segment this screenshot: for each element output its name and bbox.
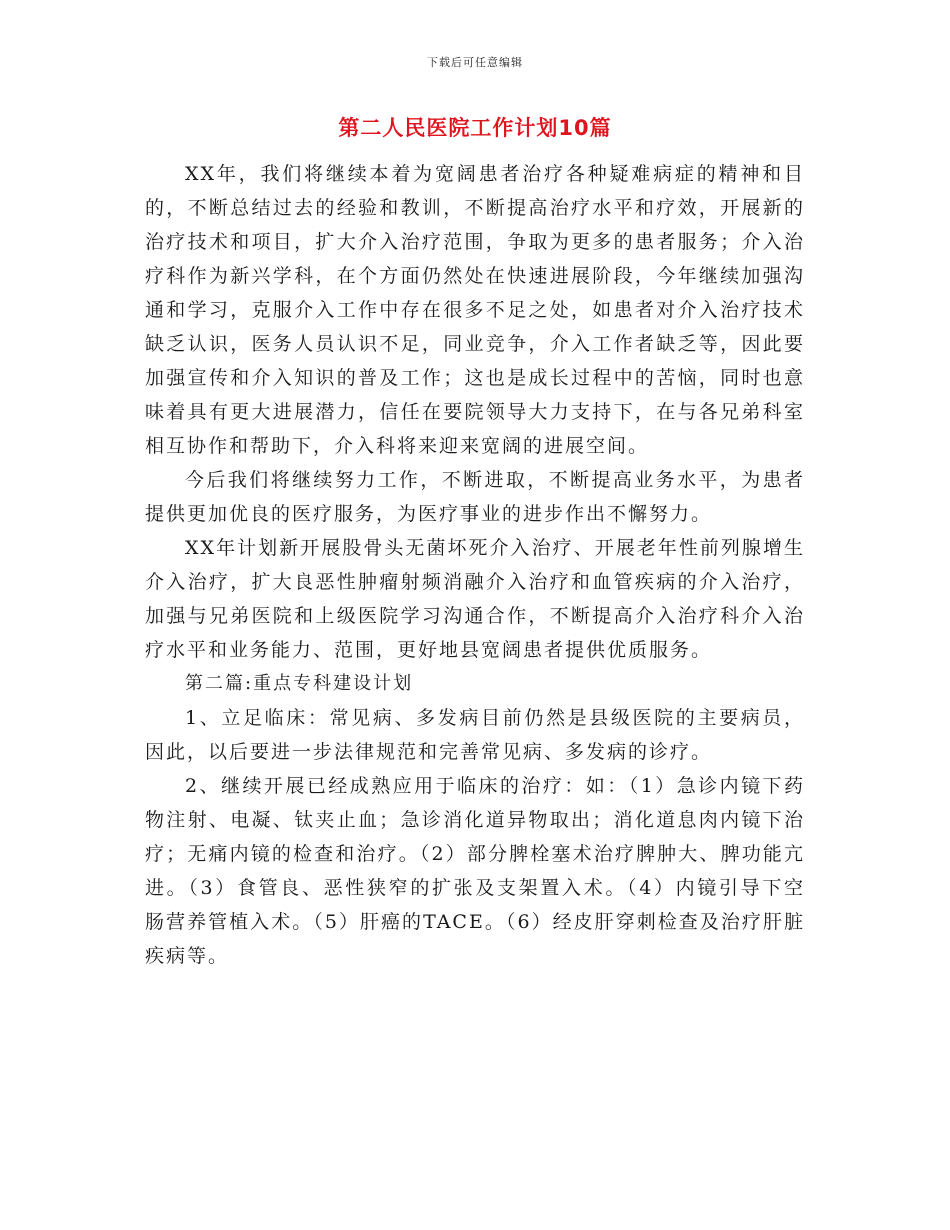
paragraph-1: XX年，我们将继续本着为宽阔患者治疗各种疑难病症的精神和目的，不断总结过去的经验和教训，不断提高治疗水平和疗效，开展新的治疗技术和项目，扩大介入治疗范围，争取为更多的患者服务；介入治疗科作为新兴学科，在个方面仍然处在快速进展阶段，今年继续加强沟通和学习，克服介入工作中存在很多不足之处，如患者对介入治疗技术缺乏认识，医务人员认识不足，同业竞争，介入工作者缺乏等，因此要加强宣传和介入知识的普及工作；这也是成长过程中的苦恼，同时也意味着具有更大进展潜力，信任在要院领导大力支持下，在与各兄弟科室相互协作和帮助下，介入科将来迎来宽阔的进展空间。 bbox=[145, 163, 805, 457]
paragraph-4: 1、立足临床：常见病、多发病目前仍然是县级医院的主要病员，因此，以后要进一步法律规范和完善常见病、多发病的诊疗。 bbox=[145, 707, 805, 763]
header-note: 下载后可任意编辑 bbox=[427, 56, 523, 69]
section-heading: 第二篇:重点专科建设计划 bbox=[185, 673, 414, 694]
document-title: 第二人民医院工作计划10篇 bbox=[338, 116, 612, 140]
paragraph-5: 2、继续开展已经成熟应用于临床的治疗：如：（1）急诊内镜下药物注射、电凝、钛夹止血；急诊消化道异物取出；消化道息肉内镜下治疗；无痛内镜的检查和治疗。（2）部分脾栓塞术治疗脾肿大、脾功能亢进。（3）食管良、恶性狭窄的扩张及支架置入术。（4）内镜引导下空肠营养管植入术。（5）肝癌的TACE。（6）经皮肝穿刺检查及治疗肝脏疾病等。 bbox=[145, 775, 805, 967]
document-body bbox=[145, 157, 805, 973]
paragraph-3: XX年计划新开展股骨头无菌坏死介入治疗、开展老年性前列腺增生介入治疗，扩大良恶性肿瘤射频消融介入治疗和血管疾病的介入治疗，加强与兄弟医院和上级医院学习沟通合作，不断提高介入治疗科介入治疗水平和业务能力、范围，更好地县宽阔患者提供优质服务。 bbox=[145, 537, 805, 661]
paragraph-2: 今后我们将继续努力工作，不断进取，不断提高业务水平，为患者提供更加优良的医疗服务，为医疗事业的进步作出不懈努力。 bbox=[145, 469, 805, 525]
